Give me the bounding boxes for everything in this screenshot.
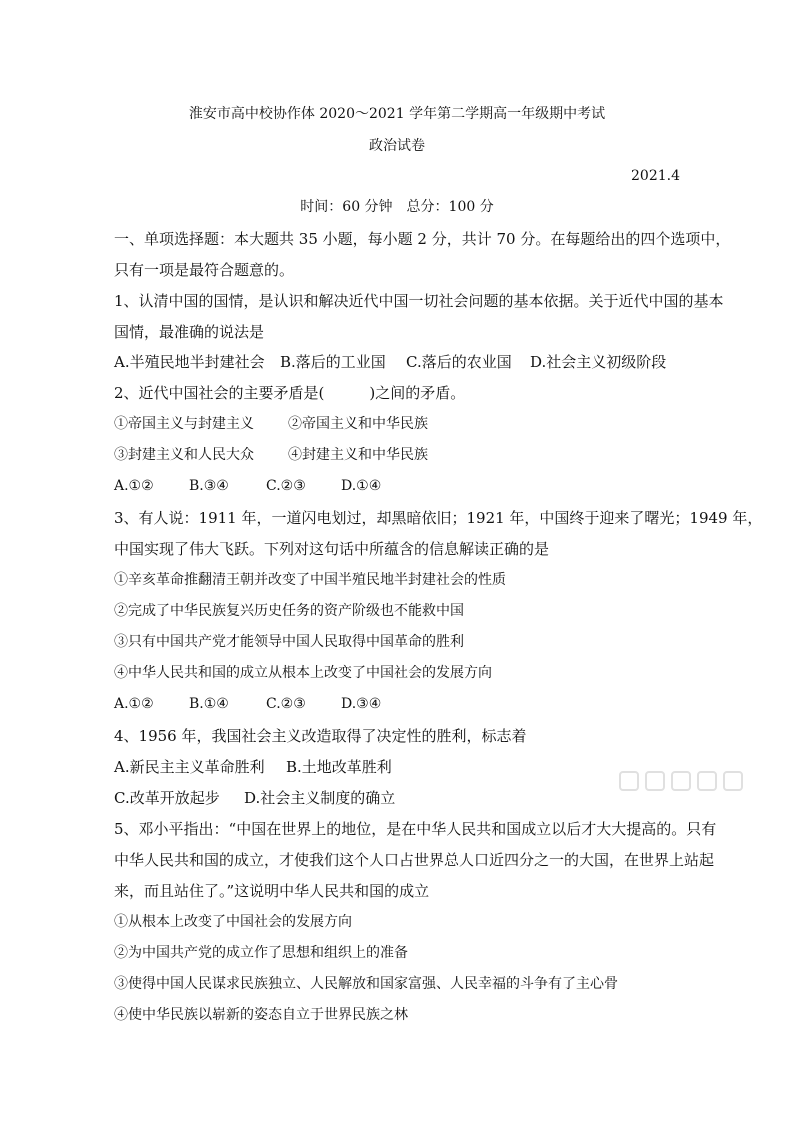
q1-option-d: D.社会主义初级阶段 (530, 353, 667, 371)
q5-stem-line3: 来，而且站住了。”这说明中华人民共和国的成立 (114, 882, 430, 900)
q1-option-a: A.半殖民地半封建社会 (114, 353, 265, 371)
q2-option-c: C.②③ (266, 478, 306, 494)
q4-option-c: C.改革开放起步 (114, 789, 220, 807)
q5-stem-line2: 中华人民共和国的成立，才使我们这个人口占世界总人口近四分之一的大国，在世界上站起 (114, 851, 715, 869)
q3-statement-4: ④中华人民共和国的成立从根本上改变了中国社会的发展方向 (114, 665, 492, 681)
q1-stem-line2: 国情，最准确的说法是 (114, 323, 265, 341)
q2-statement-3: ③封建主义和人民大众 (114, 447, 254, 463)
q3-option-a: A.①② (114, 696, 154, 712)
q5-statement-2: ②为中国共产党的成立作了思想和组织上的准备 (114, 945, 408, 961)
q3-option-d: D.③④ (341, 696, 382, 712)
q3-option-b: B.①④ (189, 696, 229, 712)
watermark-icon (618, 766, 758, 796)
q5-statement-1: ①从根本上改变了中国社会的发展方向 (114, 914, 352, 930)
q5-statement-3: ③使得中国人民谋求民族独立、人民解放和国家富强、人民幸福的斗争有了主心骨 (114, 976, 618, 992)
q4-option-b: B.土地改革胜利 (286, 758, 392, 776)
q2-option-b: B.③④ (189, 478, 229, 494)
q1-option-b: B.落后的工业国 (280, 353, 386, 371)
q2-stem: 2、近代中国社会的主要矛盾是( )之间的矛盾。 (114, 384, 466, 402)
q4-option-a: A.新民主主义革命胜利 (114, 758, 265, 776)
exam-title: 淮安市高中校协作体 2020～2021 学年第二学期高一年级期中考试 (188, 106, 606, 122)
q1-option-c: C.落后的农业国 (406, 353, 512, 371)
exam-time-info: 时间：60 分钟 总分：100 分 (300, 199, 494, 215)
section-heading-line2: 只有一项是最符合题意的。 (114, 261, 295, 279)
q5-stem-line1: 5、邓小平指出：“中国在世界上的地位，是在中华人民共和国成立以后才大大提高的。只有 (114, 820, 717, 838)
q3-stem-line1: 3、有人说：1911 年，一道闪电划过，却黑暗依旧；1921 年，中国终于迎来了曙光；1949 年， (114, 509, 763, 527)
q3-statement-3: ③只有中国共产党才能领导中国人民取得中国革命的胜利 (114, 634, 464, 650)
q2-option-d: D.①④ (341, 478, 382, 494)
q2-statement-1: ①帝国主义与封建主义 (114, 416, 254, 432)
q1-stem-line1: 1、认清中国的国情，是认识和解决近代中国一切社会问题的基本依据。关于近代中国的基本 (114, 292, 724, 310)
exam-date: 2021.4 (631, 168, 680, 184)
q4-stem: 4、1956 年，我国社会主义改造取得了决定性的胜利，标志着 (114, 727, 527, 745)
exam-subject: 政治试卷 (369, 138, 425, 154)
q4-option-d: D.社会主义制度的确立 (244, 789, 396, 807)
q5-statement-4: ④使中华民族以崭新的姿态自立于世界民族之林 (114, 1007, 408, 1023)
section-heading-line1: 一、单项选择题：本大题共 35 小题，每小题 2 分，共计 70 分。在每题给出的四个选项中， (114, 230, 731, 248)
q2-option-a: A.①② (114, 478, 154, 494)
q3-option-c: C.②③ (266, 696, 306, 712)
q3-statement-1: ①辛亥革命推翻清王朝并改变了中国半殖民地半封建社会的性质 (114, 572, 506, 588)
watermark-logo (618, 766, 758, 802)
q3-statement-2: ②完成了中华民族复兴历史任务的资产阶级也不能救中国 (114, 603, 464, 619)
q2-statement-4: ④封建主义和中华民族 (288, 447, 428, 463)
q3-stem-line2: 中国实现了伟大飞跃。下列对这句话中所蕴含的信息解读正确的是 (114, 540, 550, 558)
q2-statement-2: ②帝国主义和中华民族 (288, 416, 428, 432)
